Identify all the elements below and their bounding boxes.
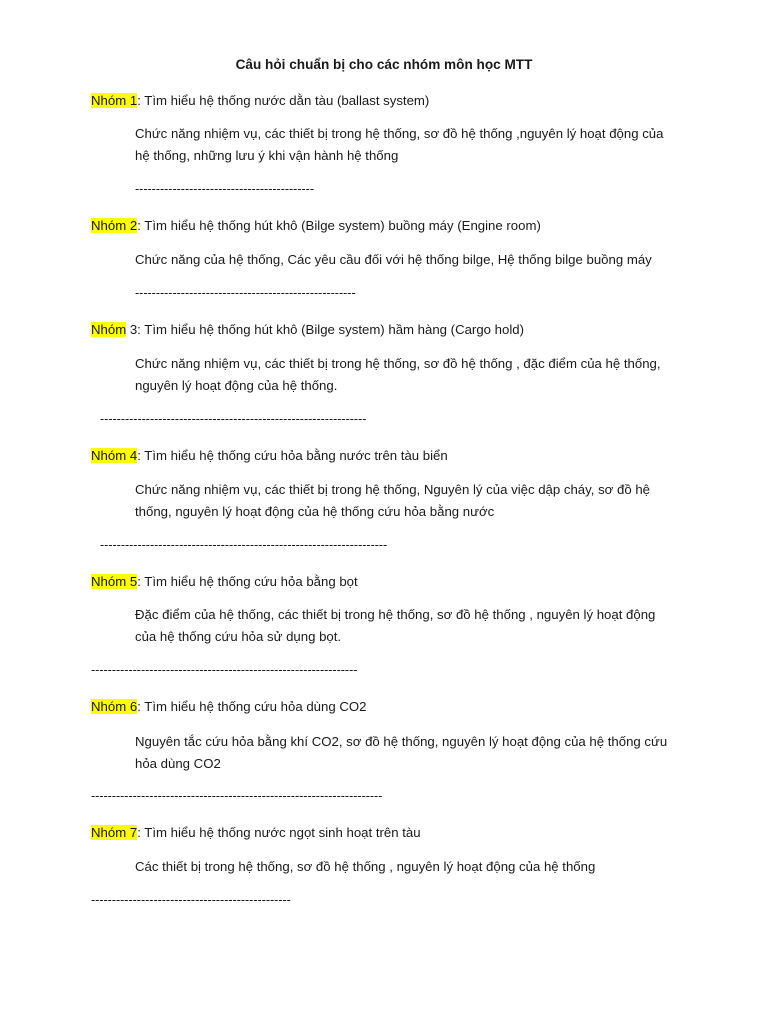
- group-7-heading: [91, 822, 421, 843]
- group-5-separator: ----------------------------------------------------------------: [91, 663, 358, 677]
- document-title: Câu hỏi chuẩn bị cho các nhóm môn học MTT: [235, 57, 533, 72]
- group-1-separator: -------------------------------------------: [135, 182, 314, 196]
- group-7-topic: : Tìm hiểu hệ thống nước ngọt sinh hoạt trên tàu: [137, 825, 421, 840]
- group-2-separator: -----------------------------------------------------: [135, 286, 356, 300]
- group-1-label: Nhóm 1: [91, 93, 138, 108]
- group-4-separator: ---------------------------------------------------------------------: [100, 538, 388, 552]
- group-4-label: Nhóm 4: [91, 448, 138, 463]
- group-1-description: Chức năng nhiệm vụ, các thiết bị trong hệ thống, sơ đồ hệ thống ,nguyên lý hoạt động của hệ thống, những lưu ý khi vận hành hệ thống: [135, 126, 664, 163]
- group-5-description: Đặc điểm của hệ thống, các thiết bị trong hệ thống, sơ đồ hệ thống , nguyên lý hoạt động của hệ thống cứu hỏa sử dụng bọt.: [135, 607, 656, 644]
- group-3-description: Chức năng nhiệm vụ, các thiết bị trong hệ thống, sơ đồ hệ thống , đặc điểm của hệ thống, nguyên lý hoạt động của hệ thống.: [135, 356, 661, 393]
- group-6-separator: ----------------------------------------------------------------------: [91, 789, 383, 803]
- group-5-heading: [91, 571, 358, 592]
- group-4-heading: [91, 445, 448, 466]
- group-2-topic: : Tìm hiểu hệ thống hút khô (Bilge system) buồng máy (Engine room): [137, 218, 541, 233]
- group-7-label: Nhóm 7: [91, 825, 138, 840]
- group-1-topic: : Tìm hiểu hệ thống nước dằn tàu (ballast system): [137, 93, 430, 108]
- group-7-separator: ------------------------------------------------: [91, 893, 291, 907]
- group-7-description: Các thiết bị trong hệ thống, sơ đồ hệ thống , nguyên lý hoạt động của hệ thống: [135, 859, 596, 874]
- group-2-heading: [91, 215, 541, 236]
- group-5-label: Nhóm 5: [91, 574, 138, 589]
- group-2-description: Chức năng của hệ thống, Các yêu cầu đối với hệ thống bilge, Hệ thống bilge buồng máy: [135, 252, 652, 267]
- group-3-label: Nhóm: [91, 322, 127, 337]
- group-4-description: Chức năng nhiệm vụ, các thiết bị trong hệ thống, Nguyên lý của việc dập cháy, sơ đồ hệ thống, nguyên lý hoạt động của hệ thống cứu hỏa bằng nước: [135, 482, 650, 519]
- group-6-heading: [91, 696, 366, 717]
- group-2-label: Nhóm 2: [91, 218, 138, 233]
- group-6-description: Nguyên tắc cứu hỏa bằng khí CO2, sơ đồ hệ thống, nguyên lý hoạt động của hệ thống cứu hỏa dùng CO2: [135, 734, 668, 771]
- group-1-heading: [91, 90, 429, 111]
- group-3-separator: ----------------------------------------------------------------: [100, 412, 367, 426]
- group-5-topic: : Tìm hiểu hệ thống cứu hỏa bằng bọt: [137, 574, 358, 589]
- group-6-label: Nhóm 6: [91, 699, 138, 714]
- group-3-topic: 3: Tìm hiểu hệ thống hút khô (Bilge system) hầm hàng (Cargo hold): [126, 322, 524, 337]
- group-4-topic: : Tìm hiểu hệ thống cứu hỏa bằng nước trên tàu biển: [137, 448, 448, 463]
- group-6-topic: : Tìm hiểu hệ thống cứu hỏa dùng CO2: [137, 699, 367, 714]
- group-3-heading: [91, 319, 524, 340]
